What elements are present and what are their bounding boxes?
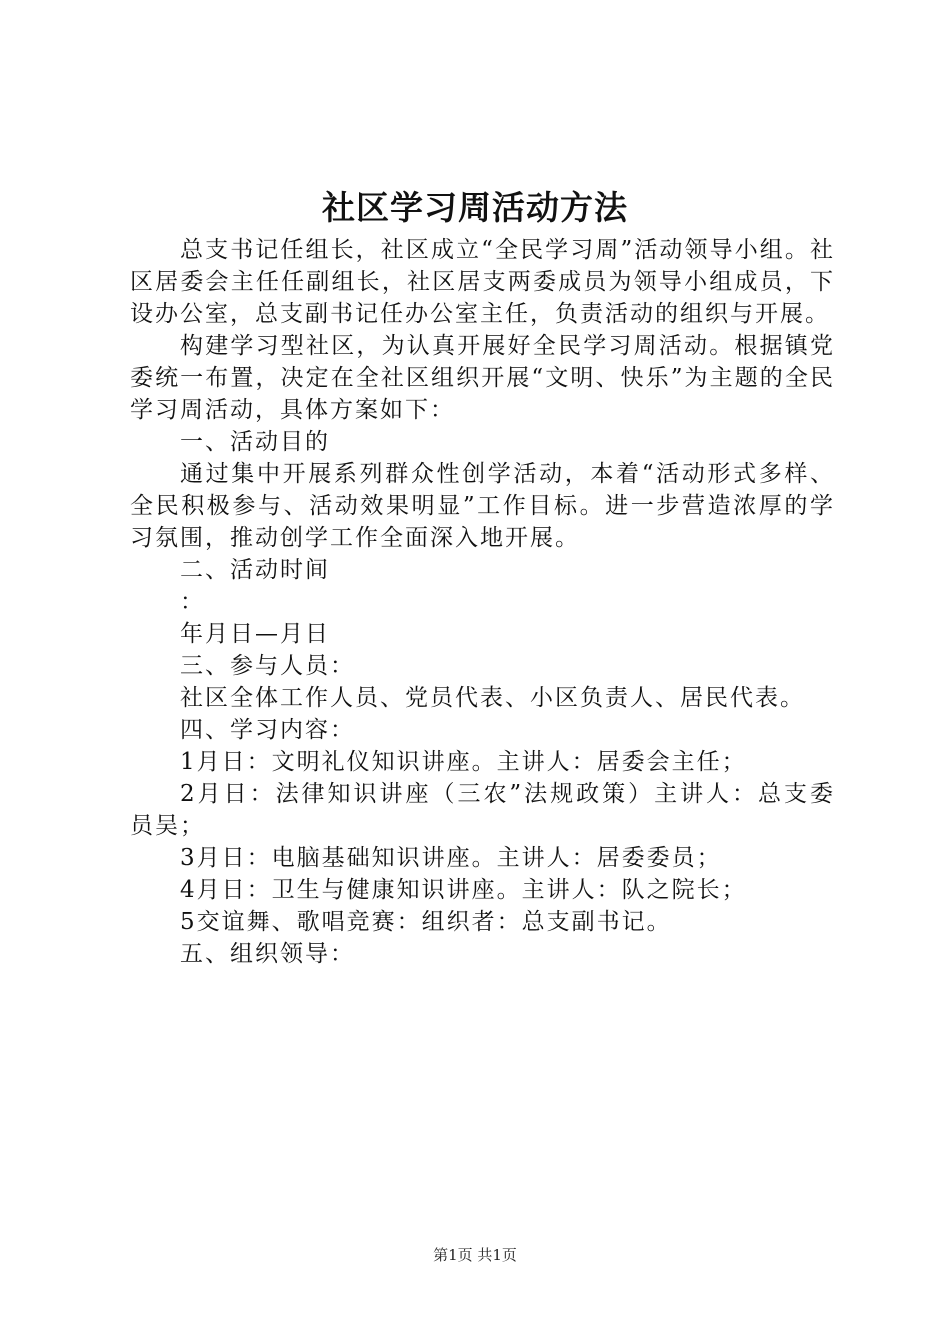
- section-heading-content: 四、学习内容：: [180, 717, 355, 743]
- content-item-4: 4月日：卫生与健康知识讲座。主讲人：队之院长；: [180, 877, 747, 903]
- paragraph-participants: 社区全体工作人员、党员代表、小区负责人、居民代表。: [180, 685, 805, 711]
- paragraph-intro: 构建学习型社区，为认真开展好全民学习周活动。根据镇党委统一布置，决定在全社区组织开展“文明、快乐”为主题的全民学习周活动，具体方案如下：: [130, 333, 835, 423]
- section-heading-organization: 五、组织领导：: [180, 941, 355, 967]
- content-item-2: 2月日：法律知识讲座（三农”法规政策）主讲人：总支委员吴；: [130, 781, 835, 839]
- content-item-1: 1月日：文明礼仪知识讲座。主讲人：居委会主任；: [180, 749, 747, 775]
- time-range: 年月日—月日: [180, 621, 330, 647]
- time-colon: ：: [180, 589, 205, 615]
- content-item-3: 3月日：电脑基础知识讲座。主讲人：居委委员；: [180, 845, 722, 871]
- paragraph-leadership: 总支书记任组长，社区成立“全民学习周”活动领导小组。社区居委会主任任副组长，社区居支两委成员为领导小组成员，下设办公室，总支副书记任办公室主任，负责活动的组织与开展。: [130, 237, 835, 327]
- section-heading-purpose: 一、活动目的: [180, 429, 330, 455]
- document-title: 社区学习周活动方法: [322, 188, 628, 227]
- section-heading-participants: 三、参与人员：: [180, 653, 355, 679]
- paragraph-purpose: 通过集中开展系列群众性创学活动，本着“活动形式多样、全民积极参与、活动效果明显”工作目标。进一步营造浓厚的学习氛围，推动创学工作全面深入地开展。: [130, 461, 835, 551]
- document-body: [130, 234, 835, 970]
- content-item-5: 5交谊舞、歌唱竞赛：组织者：总支副书记。: [180, 909, 672, 935]
- page-footer: 第1页 共1页: [433, 1246, 517, 1264]
- section-heading-time: 二、活动时间: [180, 557, 330, 583]
